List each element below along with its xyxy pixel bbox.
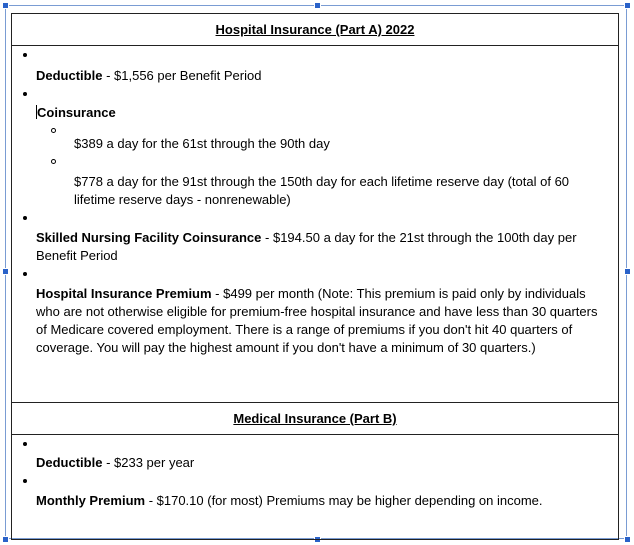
bullet-icon [23,442,27,446]
circle-bullet-icon [51,128,56,133]
coinsurance-subitem-text: $389 a day for the 61st through the 90th day [74,136,330,151]
part-a-premium-text: - $499 per month (Note: This premium is paid only by individuals who are not otherwise eligible for premium-free hospital insurance and have less than 30 quarters of Medicare covered employment. There is a range of premiums if you don't hit 40 quarters of coverage. You will pay the highest amount if you don't have a minimum of 30 quarters.) [36,286,598,355]
bullet-icon [23,272,27,276]
part-a-deductible-label: Deductible [36,68,103,83]
part-a-deductible-item [36,46,610,85]
bullet-icon [23,92,27,96]
part-b-premium-item [36,472,610,510]
part-b-deductible-text: - $233 per year [102,455,195,470]
coinsurance-subitem-text: $778 a day for the 91st through the 150th day for each lifetime reserve day (total of 60 lifetime reserve days - nonrenewable) [74,174,570,207]
part-a-deductible-text: - $1,556 per Benefit Period [102,68,262,83]
circle-bullet-icon [51,159,56,164]
part-b-title: Medical Insurance (Part B) [233,411,397,426]
part-b-header [12,403,618,435]
part-a-premium-item [36,265,610,357]
bullet-icon [23,479,27,483]
part-b-premium-text: - $170.10 (for most) Premiums may be higher depending on income. [145,493,543,508]
resize-handle-middle-left[interactable] [2,268,9,275]
medicare-costs-table [11,13,619,540]
resize-handle-middle-right[interactable] [624,268,631,275]
part-a-header [12,14,618,46]
part-a-snf-item [36,209,610,265]
part-b-premium-label: Monthly Premium [36,493,146,508]
resize-handle-top-right[interactable] [624,2,631,9]
part-a-title: Hospital Insurance (Part A) 2022 [215,22,415,37]
part-a-section[interactable] [12,46,618,403]
part-a-coinsurance-label: Coinsurance [37,105,116,120]
part-b-deductible-item [36,435,610,472]
resize-handle-bottom-left[interactable] [2,536,9,543]
part-a-premium-label: Hospital Insurance Premium [36,286,212,301]
coinsurance-subitem [50,122,610,153]
part-a-snf-label: Skilled Nursing Facility Coinsurance [36,230,262,245]
bullet-icon [23,53,27,57]
resize-handle-top-left[interactable] [2,2,9,9]
resize-handle-bottom-right[interactable] [624,536,631,543]
resize-handle-top-center[interactable] [314,2,321,9]
part-b-deductible-label: Deductible [36,455,103,470]
coinsurance-subitem [50,153,610,209]
part-b-section[interactable] [12,435,618,539]
bullet-icon [23,216,27,220]
part-a-snf-text: - $194.50 a day for the 21st through the 100th day per Benefit Period [36,230,577,263]
part-a-coinsurance-item [36,85,610,122]
